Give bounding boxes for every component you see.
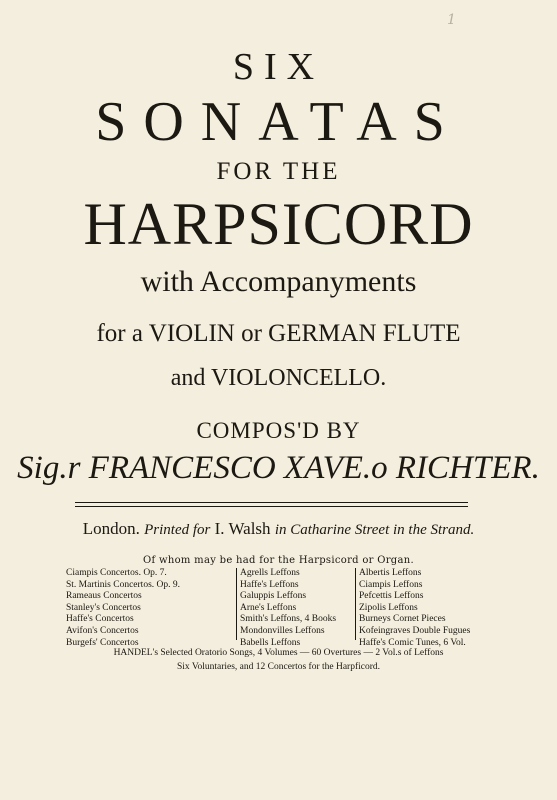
composer-name: Sig.r FRANCESCO XAVE.o RICHTER. [17,450,540,486]
title-violin-flute: for a VIOLIN or GERMAN FLUTE [96,320,461,347]
list-item: Albertis Leffons [359,568,422,578]
title-six: SIX [232,46,325,88]
imprint-address: in Catharine Street in the Strand. [274,522,475,538]
list-item: Rameaus Concertos [66,591,142,602]
list-item: Agrells Leffons [240,568,300,578]
list-item: Galuppis Leffons [240,591,307,602]
imprint-printed-for: Printed for [144,522,211,538]
catalogue-column-1 [66,568,180,649]
list-item: Ciampis Concertos. Op. 7. [66,568,167,578]
title-harpsicord: HARPSICORD [83,191,474,257]
divider-rule [75,502,468,503]
list-item: Smith's Leffons, 4 Books [240,614,337,625]
title-for-the: FOR THE [216,158,341,185]
list-item: Mondonvilles Leffons [240,625,325,636]
title-violoncello: and VIOLONCELLO. [170,365,387,391]
catalogue-heading: Of whom may be had for the Harpsicord or Organ. [143,555,414,566]
list-item: Haffe's Leffons [240,579,299,590]
list-item: Zipolis Leffons [359,602,418,613]
list-item: Arne's Leffons [240,602,297,613]
catalogue-column-2 [236,568,337,648]
list-item: Babells Leffons [240,637,301,648]
list-item: Burneys Cornet Pieces [359,614,446,625]
composed-by: COMPOS'D BY [196,418,361,443]
title-accompanyments: with Accompanyments [140,265,417,298]
catalogue-footer-1: HANDEL's Selected Oratorio Songs, 4 Volumes — 60 Overtures — 2 Vol.s of Leffons [113,648,444,658]
divider-rule [75,506,468,507]
list-item: Ciampis Leffons [359,579,423,590]
imprint-publisher: I. Walsh [214,519,271,538]
list-item: Haffe's Comic Tunes, 6 Vol. [359,637,466,648]
list-item: Haffe's Concertos [66,614,134,625]
list-item: St. Martinis Concertos. Op. 9. [66,579,180,590]
list-item: Stanley's Concertos [66,602,141,613]
list-item: Kofeingraves Double Fugues [359,625,471,636]
catalogue-column-3 [355,568,471,648]
title-sonatas: SONATAS [95,91,462,153]
pencil-mark: 1 [447,12,456,28]
list-item: Pefcettis Leffons [359,591,424,602]
imprint-city: London. [82,519,140,538]
catalogue-footer-2: Six Voluntaries, and 12 Concertos for the Harpficord. [176,662,381,672]
list-item: Burgefs' Concertos [66,637,139,648]
imprint [0,519,557,539]
list-item: Avifon's Concertos [66,625,139,636]
